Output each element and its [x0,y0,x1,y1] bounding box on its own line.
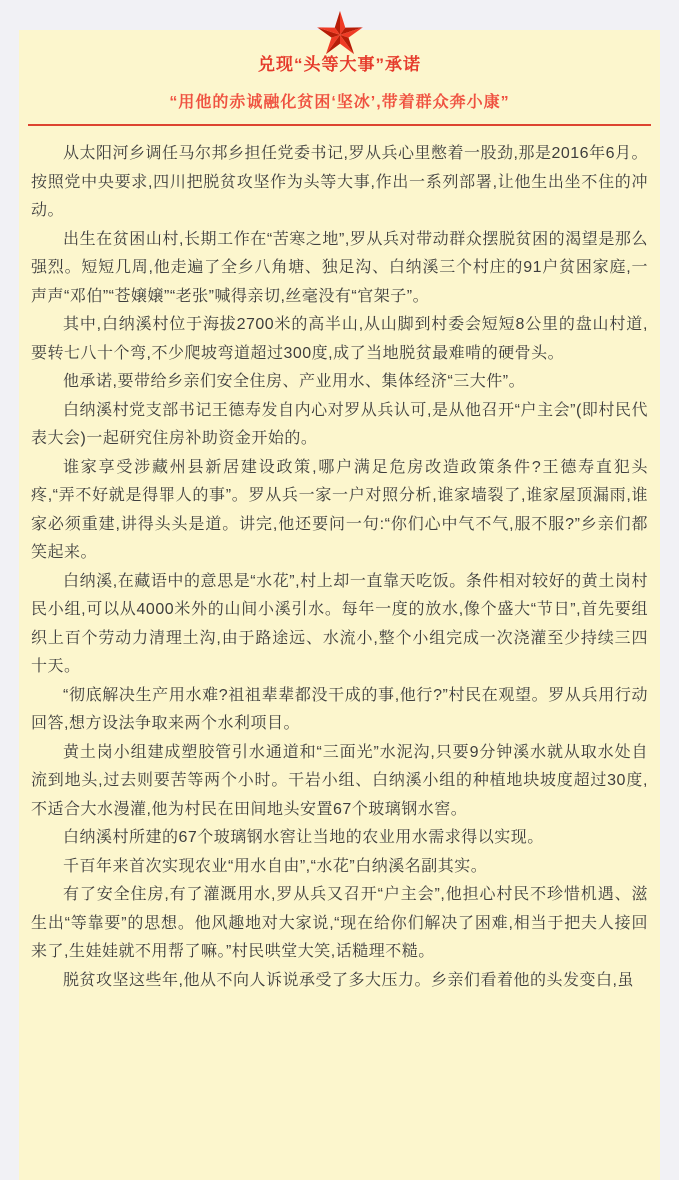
divider-line [28,124,651,126]
article-paragraph: “彻底解决生产用水难?祖祖辈辈都没干成的事,他行?”村民在观望。罗从兵用行动回答,想方设法争取来两个水利项目。 [31,686,648,732]
article-paragraph: 出生在贫困山村,长期工作在“苦寒之地”,罗从兵对带动群众摆脱贫困的渴望是那么强烈。短短几周,他走遍了全乡八角塘、独足沟、白纳溪三个村庄的91户贫困家庭,一声声“邓伯”“苍嬢嬢”“老张”喊得亲切,丝毫没有“官架子”。 [31,230,648,305]
article-paragraph: 脱贫攻坚这些年,他从不向人诉说承受了多大压力。乡亲们看着他的头发变白,虽 [63,971,634,989]
article-paragraph: 白纳溪村所建的67个玻璃钢水窖让当地的农业用水需求得以实现。 [63,829,544,846]
article-paragraph: 有了安全住房,有了灌溉用水,罗从兵又召开“户主会”,他担心村民不珍惜机遇、滋生出“等靠要”的思想。他风趣地对大家说,“现在给你们解决了困难,相当于把夫人接回来了,生娃娃就不用帮了嘛。”村民哄堂大笑,话糙理不糙。 [31,886,648,960]
article-body [19,140,660,995]
article-paragraph: 从太阳河乡调任马尔邦乡担任党委书记,罗从兵心里憋着一股劲,那是2016年6月。按照党中央要求,四川把脱贫攻坚作为头等大事,作出一系列部署,让他生出坐不住的冲动。 [31,145,648,219]
article-paragraph: 黄土岗小组建成塑胶管引水通道和“三面光”水泥沟,只要9分钟溪水就从取水处自流到地头,过去则要苦等两个小时。干岩小组、白纳溪小组的种植地块坡度超过30度,不适合大水漫灌,他为村民在田间地头安置67个玻璃钢水窖。 [31,743,648,818]
article-paragraph: 他承诺,要带给乡亲们安全住房、产业用水、集体经济“三大件”。 [63,373,526,390]
red-star-icon [316,9,363,56]
article-paragraph: 谁家享受涉藏州县新居建设政策,哪户满足危房改造政策条件?王德寿直犯头疼,“弄不好就是得罪人的事”。罗从兵一家一户对照分析,谁家墙裂了,谁家屋顶漏雨,谁家必须重建,讲得头头是道。讲完,他还要问一句:“你们心中气不气,服不服?”乡亲们都笑起来。 [31,458,648,561]
article-subheadline: “用他的赤诚融化贫困‘坚冰’,带着群众奔小康” [169,94,510,111]
article-paragraph: 白纳溪村党支部书记王德寿发自内心对罗从兵认可,是从他召开“户主会”(即村民代表大会)一起研究住房补助资金开始的。 [31,401,648,447]
article-paragraph: 白纳溪,在藏语中的意思是“水花”,村上却一直靠天吃饭。条件相对较好的黄土岗村民小组,可以从4000米外的山间小溪引水。每年一度的放水,像个盛大“节日”,首先要组织上百个劳动力清理土沟,由于路途远、水流小,整个小组完成一次浇灌至少持续三四十天。 [31,572,648,675]
article-paragraph: 其中,白纳溪村位于海拔2700米的高半山,从山脚到村委会短短8公里的盘山村道,要转七八十个弯,不少爬坡弯道超过300度,成了当地脱贫最难啃的硬骨头。 [31,316,648,362]
article-headline: 兑现“头等大事”承诺 [258,55,421,74]
article-card [19,30,660,1180]
article-paragraph: 千百年来首次实现农业“用水自由”,“水花”白纳溪名副其实。 [63,857,488,875]
